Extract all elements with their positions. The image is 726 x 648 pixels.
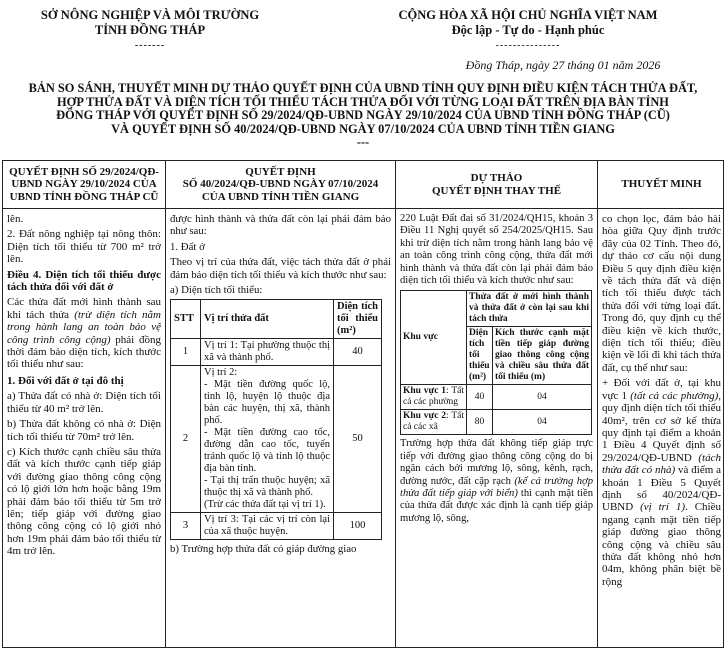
national-rule: --------------- <box>495 40 561 51</box>
issuer-province: TỈNH ĐỒNG THÁP <box>94 23 206 37</box>
document-date: Đồng Tháp, ngày 27 tháng 01 năm 2026 <box>465 58 661 72</box>
national-motto: Độc lập - Tự do - Hạnh phúc <box>451 23 605 37</box>
column-decision-29: QUYẾT ĐỊNH SỐ 29/2024/QĐ- UBND NGÀY 29/10/2024 CỦA UBND TỈNH ĐỒNG THÁP CŨ lên. 2. Đất nông nghiệp tại nông thôn: Diện tích tối thiểu từ 700 m² trở lên. Điều 4. Diện tích tối thiểu được tách thửa đối với đất ở Các thửa đất mới hình thành sau khi tách thửa (trừ diện tích nằm trong hành lang an toàn bảo vệ công trình công cộng) phải đồng thời đảm bảo diện tích, kích thước tối thiểu như sau: 1. Đối với đất ở tại đô thị a) Thửa đất có nhà ở: Diện tích tối thiểu từ 40 m² trở lên. b) Thửa đất không có nhà ở: Diện tích tối thiểu từ 70m² trở lên. c) Kích thước cạnh chiều sâu thửa đất và kích thước cạnh tiếp giáp với đường giao thông công cộng có lộ giới lớn hơn hoặc bằng 19m phải đảm bảo tối thiểu từ 5m trở lên; tiếp giáp với đường giao thông công cộng có lộ giới nhỏ hơn 19m phải đảm bảo tối thiểu từ 4m trở lên. <box>3 161 166 648</box>
table-row: 1 Vị trí 1: Tại phường thuộc thị xã và thành phố. 40 <box>171 339 382 366</box>
date-month: 01 <box>597 58 610 72</box>
document-title: BẢN SO SÁNH, THUYẾT MINH DỰ THẢO QUYẾT ĐỊNH CỦA UBND TỈNH QUY ĐỊNH ĐIỀU KIỆN TÁCH THỬA ĐẤT, HỢP THỬA ĐẤT VÀ DIỆN TÍCH TỐI THIỂU TÁCH THỬA ĐỐI VỚI TỪNG LOẠI ĐẤT TRÊN ĐỊA BÀN TỈNH ĐỒNG THÁP VỚI QUYẾT ĐỊNH SỐ 29/2024/QĐ-UBND NGÀY 29/10/2024 CỦA UBND TỈNH ĐỒNG THÁP (CŨ) VÀ QUYẾT ĐỊNH SỐ 40/2024/QĐ-UBND NGÀY 07/10/2024 CỦA UBND TỈNH TIỀN GIANG --- <box>28 81 698 150</box>
table-row: 2 Vị trí 2: - Mặt tiền đường quốc lộ, tỉnh lộ, huyện lộ thuộc địa bàn các huyện, thị xã, thành phố. - Mặt tiền đường cao tốc, đường dẫn cao tốc, tuyến tránh quốc lộ và tỉnh lộ thuộc địa bàn tỉnh. - Tại thị trấn thuộc huyện; xã thuộc thị xã và thành phố. (Trừ các thửa đất tại vị trí 1). 50 <box>171 366 382 513</box>
table-row: Khu vực 2: Tất cả các xã 80 04 <box>401 410 592 435</box>
comparison-table <box>2 160 724 648</box>
column-header-explanation: THUYẾT MINH <box>598 161 724 209</box>
issuer-rule: ------- <box>134 40 166 51</box>
table-row: 3 Vị trí 3: Tại các vị trí còn lại của xã thuộc huyện. 100 <box>171 513 382 540</box>
national-header <box>330 8 726 53</box>
column-decision-40: QUYẾT ĐỊNH SỐ 40/2024/QĐ-UBND NGÀY 07/10/2024 CỦA UBND TỈNH TIỀN GIANG được hình thành và thửa đất còn lại phải đảm bảo như sau: 1. Đất ở Theo vị trí của thửa đất, việc tách thửa đất ở phải đảm bảo diện tích tối thiểu và kích thước như sau: a) Diện tích tối thiểu: STT Vị trí thửa đất Diện tích tối thiểu (m²) 1 Vị trí 1: Tại phường thuộc thị xã và thành phố. 40 2 Vị trí 2: - Mặt tiền đường quốc lộ, tỉnh lộ, huyện lộ thuộc địa bàn các huyện, thị xã, thành phố. - Mặt tiền đường cao tốc, đường dẫn cao tốc, tuyến tránh quốc lộ và tỉnh lộ thuộc địa bàn tỉnh. - Tại thị trấn thuộc huyện; xã thuộc thị xã và thành phố. (Trừ các thửa đất tại vị trí 1). 50 3 Vị trí 3: Tại các vị trí còn lại của xã thuộc huyện. 100 b) Trường hợp thửa đất có giáp đường giao <box>166 161 396 648</box>
min-area-table-draft: Khu vực Thửa đất ở mới hình thành và thửa đất ở còn lại sau khi tách thửa Diện tích tối thiểu (m²) Kích thước cạnh mặt tiền tiếp giáp đường giao thông công cộng và chiều sâu thửa đất tối thiểu (m) Khu vực 1: Tất cả các phường 40 04 Khu vực 2: Tất cả các xã 80 04 <box>400 290 592 435</box>
issuer-header <box>0 8 300 53</box>
table-row: Khu vực 1: Tất cả các phường 40 04 <box>401 385 592 410</box>
column-header-draft: DỰ THẢO QUYẾT ĐỊNH THAY THẾ <box>396 161 597 209</box>
column-draft: DỰ THẢO QUYẾT ĐỊNH THAY THẾ 220 Luật Đất đai số 31/2024/QH15, khoản 3 Điều 11 Nghị quyết số 254/2025/QH15. Sau khi trừ diện tích nằm trong hành lang bảo vệ an toàn công trình công cộng, thửa đất mới hình thành và thửa đất còn lại phải đảm bảo diện tích tối thiểu và kích thước như sau: Khu vực Thửa đất ở mới hình thành và thửa đất ở còn lại sau khi tách thửa Diện tích tối thiểu (m²) Kích thước cạnh mặt tiền tiếp giáp đường giao thông công cộng và chiều sâu thửa đất tối thiểu (m) Khu vực 1: Tất cả các phường 40 04 Khu vực 2: Tất cả các xã 80 04 Trường hợp thửa đất không tiếp giáp trực tiếp với đường giao thông công cộng do bị ngăn cách bởi mương lộ, sông, kênh, rạch, đường nước, đất cặp rạch (kể cả trường hợp thửa đất tiếp giáp với biển) thì cạnh mặt tiền của thửa đất được xác định là cạnh tiếp giáp mương lộ, sông, <box>396 161 598 648</box>
min-area-table-40: STT Vị trí thửa đất Diện tích tối thiểu (m²) 1 Vị trí 1: Tại phường thuộc thị xã và thành phố. 40 2 Vị trí 2: - Mặt tiền đường quốc lộ, tỉnh lộ, huyện lộ thuộc địa bàn các huyện, thị xã, thành phố. - Mặt tiền đường cao tốc, đường dẫn cao tốc, tuyến tránh quốc lộ và tỉnh lộ thuộc địa bàn tỉnh. - Tại thị trấn thuộc huyện; xã thuộc thị xã và thành phố. (Trừ các thửa đất tại vị trí 1). 50 3 Vị trí 3: Tại các vị trí còn lại của xã thuộc huyện. 100 <box>170 299 382 540</box>
column-header-decision-40: QUYẾT ĐỊNH SỐ 40/2024/QĐ-UBND NGÀY 07/10/2024 CỦA UBND TỈNH TIỀN GIANG <box>166 161 395 209</box>
column-header-decision-29: QUYẾT ĐỊNH SỐ 29/2024/QĐ- UBND NGÀY 29/10/2024 CỦA UBND TỈNH ĐỒNG THÁP CŨ <box>3 161 165 209</box>
national-title: CỘNG HÒA XÃ HỘI CHỦ NGHĨA VIỆT NAM <box>398 8 658 22</box>
date-day: 27 <box>552 58 565 72</box>
column-explanation: THUYẾT MINH co chọn lọc, đảm bảo hài hòa giữa Quy định trước đây của 02 Tỉnh. Theo đó, dự thảo cơ cấu nội dung Điều 5 quy định điều kiện về tách thửa đất và diện tích tối thiểu được tách thửa đối với từng loại đất. Trong đó, quy định cụ thể điều kiện về kích thước, diện tích tối thiểu; điều kiện về lối đi khi tách thửa đất, cụ thể như sau: + Đối với đất ở, tại khu vực 1 (tất cả các phường), quy định diện tích tối thiểu 40m², trên cơ sở kế thừa quy định tại điểm a khoản 1 Điều 4 Quyết định số 29/2024/QĐ-UBND (tách thửa đất có nhà) và điểm a khoản 1 Điều 5 Quyết định số 40/2024/QĐ-UBND (vị trí 1). Chiều ngang cạnh mặt tiền tiếp giáp đường giao thông công cộng và chiều sâu thửa đất không nhỏ hơn 04m, không phân biệt bề rộng <box>598 161 724 648</box>
issuer-ministry: SỞ NÔNG NGHIỆP VÀ MÔI TRƯỜNG <box>40 8 260 22</box>
